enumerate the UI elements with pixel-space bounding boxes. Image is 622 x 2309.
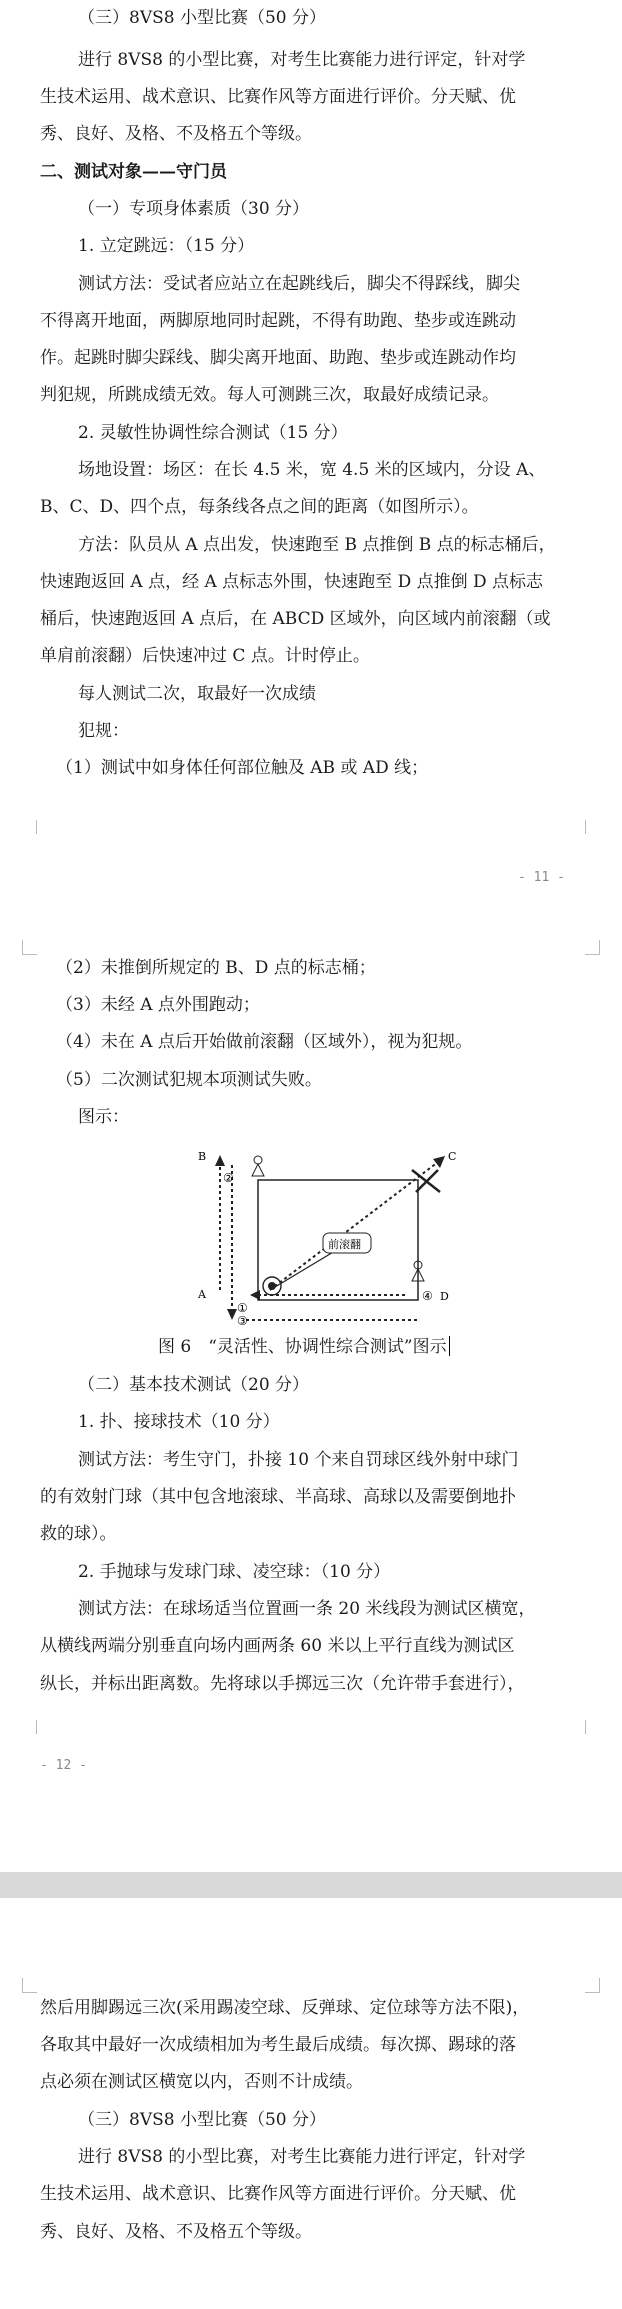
item-heading: 1. 扑、接球技术（10 分） xyxy=(78,1412,280,1432)
section-heading-8vs8: （三）8VS8 小型比赛（50 分） xyxy=(78,8,326,28)
section-heading-goalkeeper: 二、测试对象——守门员 xyxy=(40,162,227,182)
marker-3: ③ xyxy=(237,1314,248,1325)
paragraph-line: 进行 8VS8 的小型比赛，对考生比赛能力进行评定，针对学 xyxy=(78,50,526,70)
paragraph-line: B、C、D、四个点，每条线各点之间的距离（如图所示）。 xyxy=(40,497,479,517)
figure-caption xyxy=(158,1335,450,1359)
figure-caption-text: 图 6 “灵活性、协调性综合测试”图示 xyxy=(158,1337,447,1357)
subsection-heading: （二）基本技术测试（20 分） xyxy=(78,1375,310,1395)
paragraph-line: 点必须在测试区横宽以内，否则不计成绩。 xyxy=(40,2072,363,2092)
label-a: A xyxy=(198,1288,206,1301)
paragraph-line: 生技术运用、战术意识、比赛作风等方面进行评价。分天赋、优 xyxy=(40,2184,516,2204)
paragraph-line: 犯规： xyxy=(78,721,129,741)
paragraph-line: 作。起跳时脚尖踩线、脚尖离开地面、助跑、垫步或连跳动作均 xyxy=(40,348,516,368)
item-heading: 1. 立定跳远：（15 分） xyxy=(78,236,255,256)
paragraph-line: 秀、良好、及格、不及格五个等级。 xyxy=(40,124,312,144)
arrow-up-icon xyxy=(215,1155,225,1166)
label-c: C xyxy=(448,1150,457,1163)
document-page-13 xyxy=(0,1898,622,2309)
subsection-heading: （一）专项身体素质（30 分） xyxy=(78,199,310,219)
paragraph-line: （4）未在 A 点后开始做前滚翻（区域外），视为犯规。 xyxy=(56,1032,473,1052)
arrow-diagonal-icon xyxy=(433,1156,445,1168)
paragraph-line: （3）未经 A 点外围跑动； xyxy=(56,995,260,1015)
paragraph-line: 各取其中最好一次成绩相加为考生最后成绩。每次掷、踢球的落 xyxy=(40,2035,516,2055)
crop-mark xyxy=(585,1720,600,1734)
paragraph-line: 生技术运用、战术意识、比赛作风等方面进行评价。分天赋、优 xyxy=(40,87,516,107)
marker-2: ② xyxy=(223,1171,234,1185)
item-heading: 2. 手抛球与发球门球、凌空球：（10 分） xyxy=(78,1562,391,1582)
cone-b-icon xyxy=(252,1156,264,1176)
forward-roll-figure-icon xyxy=(263,1277,281,1295)
document-page-12 xyxy=(0,900,622,1900)
label-d: D xyxy=(440,1290,449,1303)
marker-4: ④ xyxy=(422,1289,433,1303)
paragraph-line: 救的球）。 xyxy=(40,1524,117,1544)
paragraph-line: 判犯规，所跳成绩无效。每人可测跳三次，取最好成绩记录。 xyxy=(40,385,499,405)
paragraph-line: 秀、良好、及格、不及格五个等级。 xyxy=(40,2222,312,2242)
text-cursor xyxy=(449,1336,450,1356)
paragraph-line: 图示： xyxy=(78,1107,129,1127)
paragraph-line: 进行 8VS8 的小型比赛，对考生比赛能力进行评定，针对学 xyxy=(78,2147,526,2167)
crop-mark xyxy=(585,820,600,834)
crop-mark xyxy=(585,1978,600,1993)
paragraph-line: 方法：队员从 A 点出发，快速跑至 B 点推倒 B 点的标志桶后， xyxy=(78,535,556,555)
paragraph-line: （5）二次测试犯规本项测试失败。 xyxy=(56,1070,322,1090)
crop-mark xyxy=(22,820,37,834)
section-heading-8vs8: （三）8VS8 小型比赛（50 分） xyxy=(78,2110,326,2130)
agility-test-diagram xyxy=(190,1140,470,1325)
page-gap xyxy=(0,1872,622,1898)
page-number: - 11 - xyxy=(518,870,565,885)
paragraph-line: 测试方法：受试者应站立在起跳线后，脚尖不得踩线，脚尖 xyxy=(78,274,520,294)
crop-mark xyxy=(22,1978,37,1993)
paragraph-line: 然后用脚踢远三次(采用踢凌空球、反弹球、定位球等方法不限)， xyxy=(40,1998,530,2018)
crop-mark xyxy=(22,1720,37,1734)
paragraph-line: 测试方法：考生守门，扑接 10 个来自罚球区线外射中球门 xyxy=(78,1450,519,1470)
marker-1: ① xyxy=(237,1301,248,1315)
paragraph-line: （1）测试中如身体任何部位触及 AB 或 AD 线； xyxy=(56,758,429,778)
paragraph-line: 桶后，快速跑返回 A 点后，在 ABCD 区域外，向区域内前滚翻（或 xyxy=(40,609,551,629)
paragraph-line: 每人测试二次，取最好一次成绩 xyxy=(78,684,316,704)
item-heading: 2. 灵敏性协调性综合测试（15 分） xyxy=(78,423,348,443)
paragraph-line: 快速跑返回 A 点，经 A 点标志外围，快速跑至 D 点推倒 D 点标志 xyxy=(40,572,544,592)
paragraph-line: 场地设置：场区：在长 4.5 米，宽 4.5 米的区域内，分设 A、 xyxy=(78,460,546,480)
callout-text: 前滚翻 xyxy=(328,1238,361,1251)
paragraph-line: 单肩前滚翻）后快速冲过 C 点。计时停止。 xyxy=(40,646,370,666)
paragraph-line: 不得离开地面，两脚原地同时起跳，不得有助跑、垫步或连跳动 xyxy=(40,311,516,331)
crop-mark xyxy=(585,940,600,955)
arrow-down-icon xyxy=(227,1309,237,1320)
paragraph-line: 的有效射门球（其中包含地滚球、半高球、高球以及需要倒地扑 xyxy=(40,1487,516,1507)
label-b: B xyxy=(198,1150,207,1163)
paragraph-line: 纵长，并标出距离数。先将球以手掷远三次（允许带手套进行）， xyxy=(40,1674,525,1694)
paragraph-line: 从横线两端分别垂直向场内画两条 60 米以上平行直线为测试区 xyxy=(40,1636,515,1656)
document-page-11 xyxy=(0,0,622,900)
paragraph-line: 测试方法：在球场适当位置画一条 20 米线段为测试区横宽， xyxy=(78,1599,536,1619)
page-number: - 12 - xyxy=(40,1758,87,1773)
crop-mark xyxy=(22,940,37,955)
path-to-c xyxy=(270,1162,438,1290)
paragraph-line: （2）未推倒所规定的 B、D 点的标志桶； xyxy=(56,958,376,978)
arrow-left-icon xyxy=(250,1290,260,1300)
